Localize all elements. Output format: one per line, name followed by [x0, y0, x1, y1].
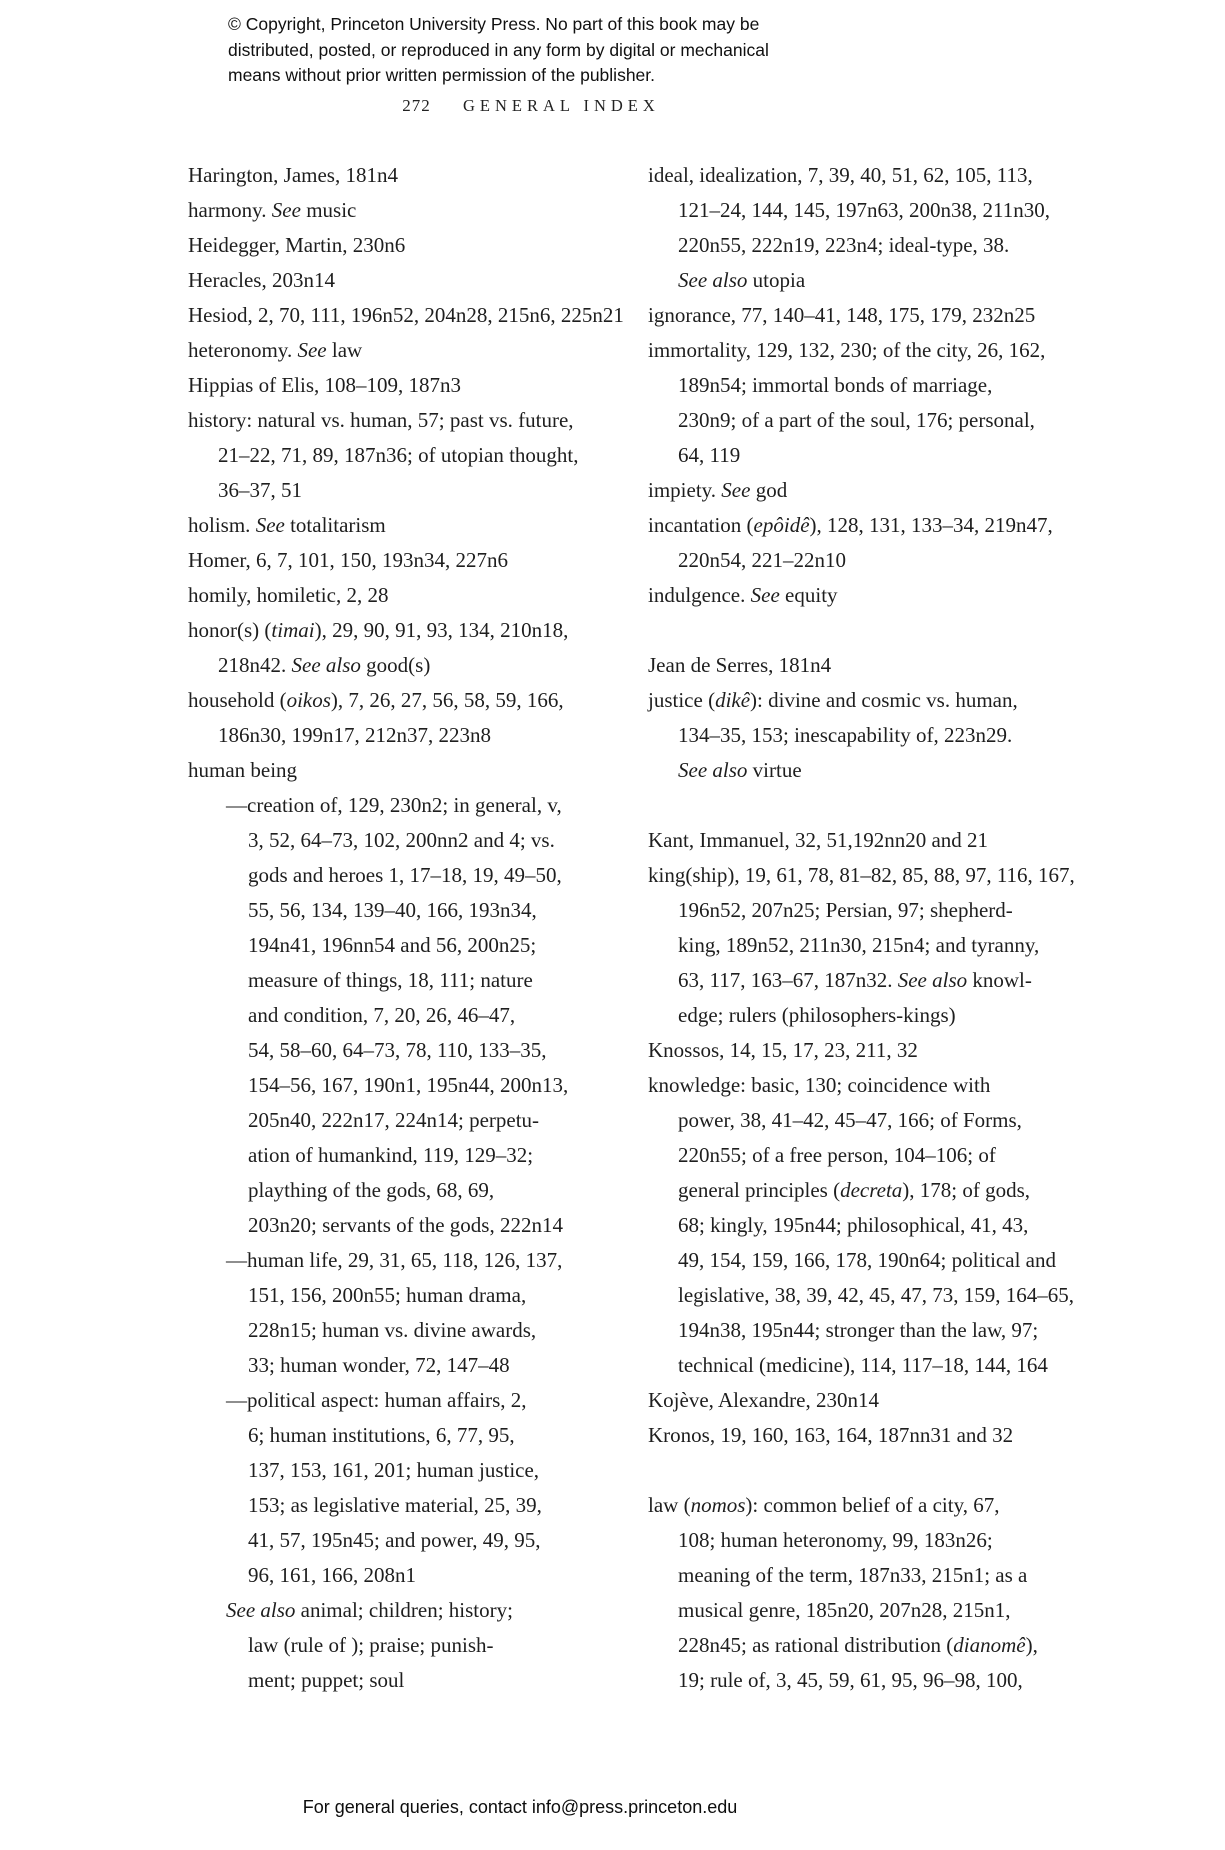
index-line: 153; as legislative material, 25, 39,	[248, 1493, 542, 1517]
index-line: 68; kingly, 195n44; philosophical, 41, 43,	[678, 1213, 1029, 1237]
index-line: honor(s) (timai), 29, 90, 91, 93, 134, 210n18,	[188, 618, 569, 642]
index-line: holism. See totalitarism	[188, 513, 386, 537]
index-line: 3, 52, 64–73, 102, 200nn2 and 4; vs.	[248, 828, 555, 852]
index-line: musical genre, 185n20, 207n28, 215n1,	[678, 1598, 1011, 1622]
copyright-line: distributed, posted, or reproduced in any form by digital or mechanical	[228, 39, 769, 60]
index-line: household (oikos), 7, 26, 27, 56, 58, 59, 166,	[188, 688, 564, 712]
blank-line	[648, 613, 1075, 648]
index-line: knowledge: basic, 130; coincidence with	[648, 1073, 991, 1097]
index-line: indulgence. See equity	[648, 583, 838, 607]
index-line: 54, 58–60, 64–73, 78, 110, 133–35,	[248, 1038, 547, 1062]
footer-contact: For general queries, contact info@press.princeton.edu	[302, 1797, 738, 1817]
index-line: 108; human heteronomy, 99, 183n26;	[678, 1528, 993, 1552]
index-line: ideal, idealization, 7, 39, 40, 51, 62, 105, 113,	[648, 163, 1033, 187]
index-line: 205n40, 222n17, 224n14; perpetu-	[248, 1108, 540, 1132]
index-line: Homer, 6, 7, 101, 150, 193n34, 227n6	[188, 548, 508, 572]
index-line: 230n9; of a part of the soul, 176; personal,	[678, 408, 1035, 432]
index-line: 49, 154, 159, 166, 178, 190n64; political and	[678, 1248, 1056, 1272]
index-line: 121–24, 144, 145, 197n63, 200n38, 211n30,	[678, 198, 1050, 222]
index-title: GENERAL INDEX	[462, 96, 660, 115]
index-line: 137, 153, 161, 201; human justice,	[248, 1458, 540, 1482]
index-line: 6; human institutions, 6, 77, 95,	[248, 1423, 515, 1447]
index-line: legislative, 38, 39, 42, 45, 47, 73, 159, 164–65,	[678, 1283, 1075, 1307]
index-line: measure of things, 18, 111; nature	[248, 968, 533, 992]
index-line: 21–22, 71, 89, 187n36; of utopian thought,	[218, 443, 579, 467]
index-line: 194n38, 195n44; stronger than the law, 97;	[678, 1318, 1039, 1342]
index-line: Heidegger, Martin, 230n6	[188, 233, 406, 257]
index-line: 218n42. See also good(s)	[218, 653, 431, 677]
index-line: 220n55; of a free person, 104–106; of	[678, 1143, 996, 1167]
index-line: 154–56, 167, 190n1, 195n44, 200n13,	[248, 1073, 569, 1097]
index-line: immortality, 129, 132, 230; of the city, 26, 162,	[648, 338, 1046, 362]
index-line: gods and heroes 1, 17–18, 19, 49–50,	[248, 863, 562, 887]
index-line: Kant, Immanuel, 32, 51,192nn20 and 21	[648, 828, 989, 852]
index-line: human being	[188, 758, 298, 782]
index-line: ignorance, 77, 140–41, 148, 175, 179, 232n25	[648, 303, 1036, 327]
index-line: 228n15; human vs. divine awards,	[248, 1318, 537, 1342]
index-line: Jean de Serres, 181n4	[648, 653, 832, 677]
index-line: Kojève, Alexandre, 230n14	[648, 1388, 879, 1412]
index-line: incantation (epôidê), 128, 131, 133–34, 219n47,	[648, 513, 1053, 537]
index-line: ment; puppet; soul	[248, 1668, 405, 1692]
index-line: 36–37, 51	[218, 478, 302, 502]
index-line: Heracles, 203n14	[188, 268, 335, 292]
blank-line	[648, 788, 1075, 823]
index-line: meaning of the term, 187n33, 215n1; as a	[678, 1563, 1028, 1587]
index-line: law (nomos): common belief of a city, 67,	[648, 1493, 1000, 1517]
index-line: See also virtue	[678, 758, 802, 782]
index-column-left	[188, 158, 624, 1698]
copyright-line: © Copyright, Princeton University Press. No part of this book may be	[228, 14, 760, 34]
index-line: Kronos, 19, 160, 163, 164, 187nn31 and 32	[648, 1423, 1014, 1447]
copyright-line: means without prior written permission of the publisher.	[228, 65, 656, 85]
index-line: plaything of the gods, 68, 69,	[248, 1178, 495, 1202]
index-line: and condition, 7, 20, 26, 46–47,	[248, 1003, 516, 1027]
index-line: history: natural vs. human, 57; past vs. future,	[188, 408, 574, 432]
index-line: 220n54, 221–22n10	[678, 548, 846, 572]
copyright-notice	[228, 12, 769, 89]
index-line: power, 38, 41–42, 45–47, 166; of Forms,	[678, 1108, 1022, 1132]
index-line: 63, 117, 163–67, 187n32. See also knowl-	[678, 968, 1032, 992]
index-line: —political aspect: human affairs, 2,	[226, 1388, 527, 1412]
index-line: 186n30, 199n17, 212n37, 223n8	[218, 723, 491, 747]
index-line: edge; rulers (philosophers-kings)	[678, 1003, 956, 1027]
index-line: 194n41, 196nn54 and 56, 200n25;	[248, 933, 537, 957]
index-line: 134–35, 153; inescapability of, 223n29.	[678, 723, 1013, 747]
index-line: 64, 119	[678, 443, 741, 467]
blank-line	[648, 1453, 1075, 1488]
index-line: See also animal; children; history;	[226, 1598, 513, 1622]
index-line: 203n20; servants of the gods, 222n14	[248, 1213, 563, 1237]
index-line: general principles (decreta), 178; of gods,	[678, 1178, 1031, 1202]
index-line: 19; rule of, 3, 45, 59, 61, 95, 96–98, 100,	[678, 1668, 1023, 1692]
index-line: king(ship), 19, 61, 78, 81–82, 85, 88, 97, 116, 167,	[648, 863, 1075, 887]
index-line: 55, 56, 134, 139–40, 166, 193n34,	[248, 898, 537, 922]
index-line: 228n45; as rational distribution (dianomê),	[678, 1633, 1038, 1657]
index-line: ation of humankind, 119, 129–32;	[248, 1143, 534, 1167]
index-line: king, 189n52, 211n30, 215n4; and tyranny,	[678, 933, 1040, 957]
index-line: Hesiod, 2, 70, 111, 196n52, 204n28, 215n6, 225n21	[188, 303, 624, 327]
running-head	[0, 96, 1062, 116]
index-line: —creation of, 129, 230n2; in general, v,	[226, 793, 562, 817]
index-line: 151, 156, 200n55; human drama,	[248, 1283, 527, 1307]
index-line: 189n54; immortal bonds of marriage,	[678, 373, 993, 397]
index-line: technical (medicine), 114, 117–18, 144, 164	[678, 1353, 1048, 1377]
index-line: 41, 57, 195n45; and power, 49, 95,	[248, 1528, 541, 1552]
index-line: —human life, 29, 31, 65, 118, 126, 137,	[226, 1248, 563, 1272]
index-line: impiety. See god	[648, 478, 788, 502]
index-line: homily, homiletic, 2, 28	[188, 583, 389, 607]
index-line: Hippias of Elis, 108–109, 187n3	[188, 373, 461, 397]
index-line: 96, 161, 166, 208n1	[248, 1563, 416, 1587]
index-line: Harington, James, 181n4	[188, 163, 398, 187]
index-line: Knossos, 14, 15, 17, 23, 211, 32	[648, 1038, 918, 1062]
index-line: 33; human wonder, 72, 147–48	[248, 1353, 510, 1377]
index-line: harmony. See music	[188, 198, 357, 222]
index-line: See also utopia	[678, 268, 806, 292]
index-column-right	[648, 158, 1075, 1698]
index-line: heteronomy. See law	[188, 338, 363, 362]
page-number: 272	[402, 96, 431, 115]
index-line: justice (dikê): divine and cosmic vs. human,	[648, 688, 1018, 712]
index-line: law (rule of ); praise; punish-	[248, 1633, 494, 1657]
index-line: 220n55, 222n19, 223n4; ideal-type, 38.	[678, 233, 1010, 257]
index-line: 196n52, 207n25; Persian, 97; shepherd-	[678, 898, 1013, 922]
